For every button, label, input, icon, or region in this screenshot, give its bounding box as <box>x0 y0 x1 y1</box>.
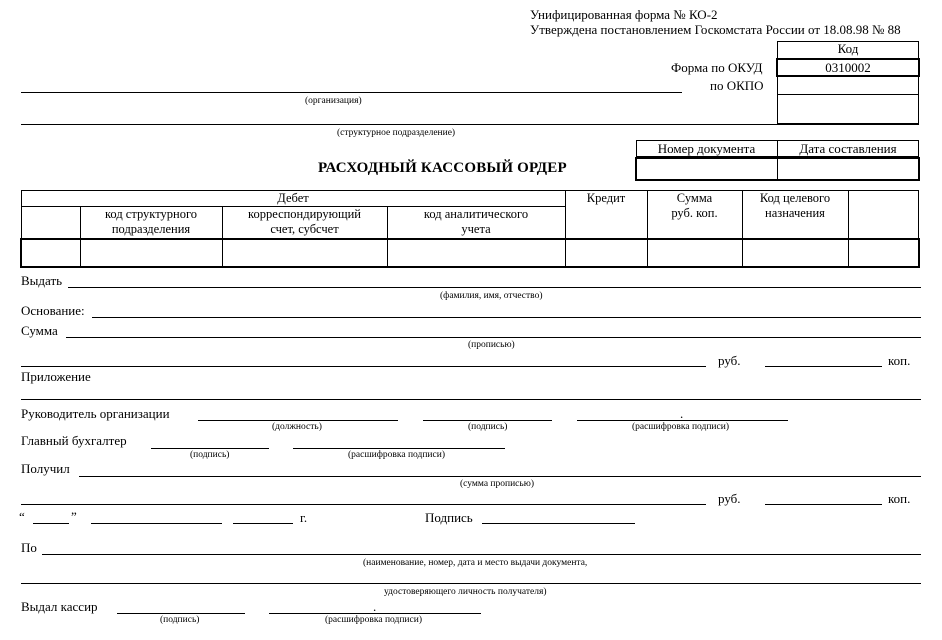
col-corr-header: корреспондирующий счет, субсчет <box>248 207 361 236</box>
position-caption: (должность) <box>272 422 322 432</box>
signature-caption: (подпись) <box>160 615 200 625</box>
received-label: Получил <box>21 461 70 476</box>
attachment-line[interactable] <box>21 399 921 400</box>
approval-text: Утверждена постановлением Госкомстата России от 18.08.98 № 88 <box>530 22 901 37</box>
doc-caption-1: (наименование, номер, дата и место выдачи документа, <box>363 558 588 568</box>
dot-mark: . <box>373 599 377 614</box>
okpo-label: по ОКПО <box>710 78 764 93</box>
cashier-signature-line[interactable] <box>117 613 245 614</box>
director-position-line[interactable] <box>198 420 398 421</box>
dot-mark: . <box>680 406 684 421</box>
director-label: Руководитель организации <box>21 406 170 421</box>
quote-close: ” <box>71 509 77 524</box>
doc-date-header: Дата составления <box>799 141 897 156</box>
code-header: Код <box>837 41 859 56</box>
date-month-line[interactable] <box>91 523 222 524</box>
date-day-line[interactable] <box>33 523 69 524</box>
kop-label: коп. <box>888 491 911 506</box>
accountant-label: Главный бухгалтер <box>21 433 127 448</box>
basis-label: Основание: <box>21 303 85 318</box>
rub-label: руб. <box>718 353 741 368</box>
signature-caption: (подпись) <box>468 422 508 432</box>
signature-label: Подпись <box>425 510 473 525</box>
received-sum-line-2[interactable] <box>21 504 706 505</box>
date-year-line[interactable] <box>233 523 293 524</box>
sum-words-caption: (сумма прописью) <box>460 479 534 489</box>
form-name: Унифицированная форма № КО-2 <box>530 7 718 22</box>
received-kop-line[interactable] <box>765 504 882 505</box>
quote-open: “ <box>19 509 25 524</box>
subdivision-caption: (структурное подразделение) <box>337 128 456 138</box>
decoding-caption: (расшифровка подписи) <box>632 422 729 432</box>
issue-to-line[interactable] <box>68 287 921 288</box>
sum-line-2[interactable] <box>21 366 706 367</box>
okud-label: Форма по ОКУД <box>671 60 763 75</box>
accountant-decoding-line[interactable] <box>293 448 505 449</box>
okud-value[interactable]: 0310002 <box>825 60 871 75</box>
id-document-line-2[interactable] <box>21 583 921 584</box>
year-suffix: г. <box>300 510 308 525</box>
doc-values-box <box>635 157 920 181</box>
words-caption: (прописью) <box>468 340 515 350</box>
kop-line[interactable] <box>765 366 882 367</box>
id-document-line[interactable] <box>42 554 921 555</box>
doc-caption-2: удостоверяющего личность получателя) <box>384 587 547 597</box>
accountant-signature-line[interactable] <box>151 448 269 449</box>
kop-label: коп. <box>888 353 911 368</box>
director-signature-line[interactable] <box>423 420 552 421</box>
purpose-header: Код целевого назначения <box>759 191 831 220</box>
recipient-signature-line[interactable] <box>482 523 635 524</box>
by-label: По <box>21 540 37 555</box>
signature-caption: (подпись) <box>190 450 230 460</box>
fio-caption: (фамилия, имя, отчество) <box>440 291 543 301</box>
organization-line[interactable] <box>21 92 682 93</box>
table-data-row <box>20 238 920 268</box>
issue-label: Выдать <box>21 273 63 288</box>
rub-label: руб. <box>718 491 741 506</box>
okpo-divider <box>777 94 919 95</box>
credit-header: Кредит <box>586 191 626 205</box>
cashier-label: Выдал кассир <box>21 599 98 614</box>
basis-line[interactable] <box>92 317 921 318</box>
col-analytic-header: код аналитического учета <box>423 207 529 236</box>
decoding-caption: (расшифровка подписи) <box>348 450 445 460</box>
decoding-caption: (расшифровка подписи) <box>325 615 422 625</box>
sum-line[interactable] <box>66 337 921 338</box>
subdivision-line[interactable] <box>21 124 919 125</box>
received-sum-line[interactable] <box>79 476 921 477</box>
organization-caption: (организация) <box>305 96 362 106</box>
sum-label: Сумма <box>21 323 58 338</box>
doc-number-header: Номер документа <box>657 141 756 156</box>
attachment-label: Приложение <box>21 369 91 384</box>
col-struct-header: код структурного подразделения <box>104 207 198 236</box>
page-title: РАСХОДНЫЙ КАССОВЫЙ ОРДЕР <box>318 160 567 176</box>
sum-header: Сумма руб. коп. <box>671 191 718 220</box>
debit-header: Дебет <box>277 191 309 205</box>
